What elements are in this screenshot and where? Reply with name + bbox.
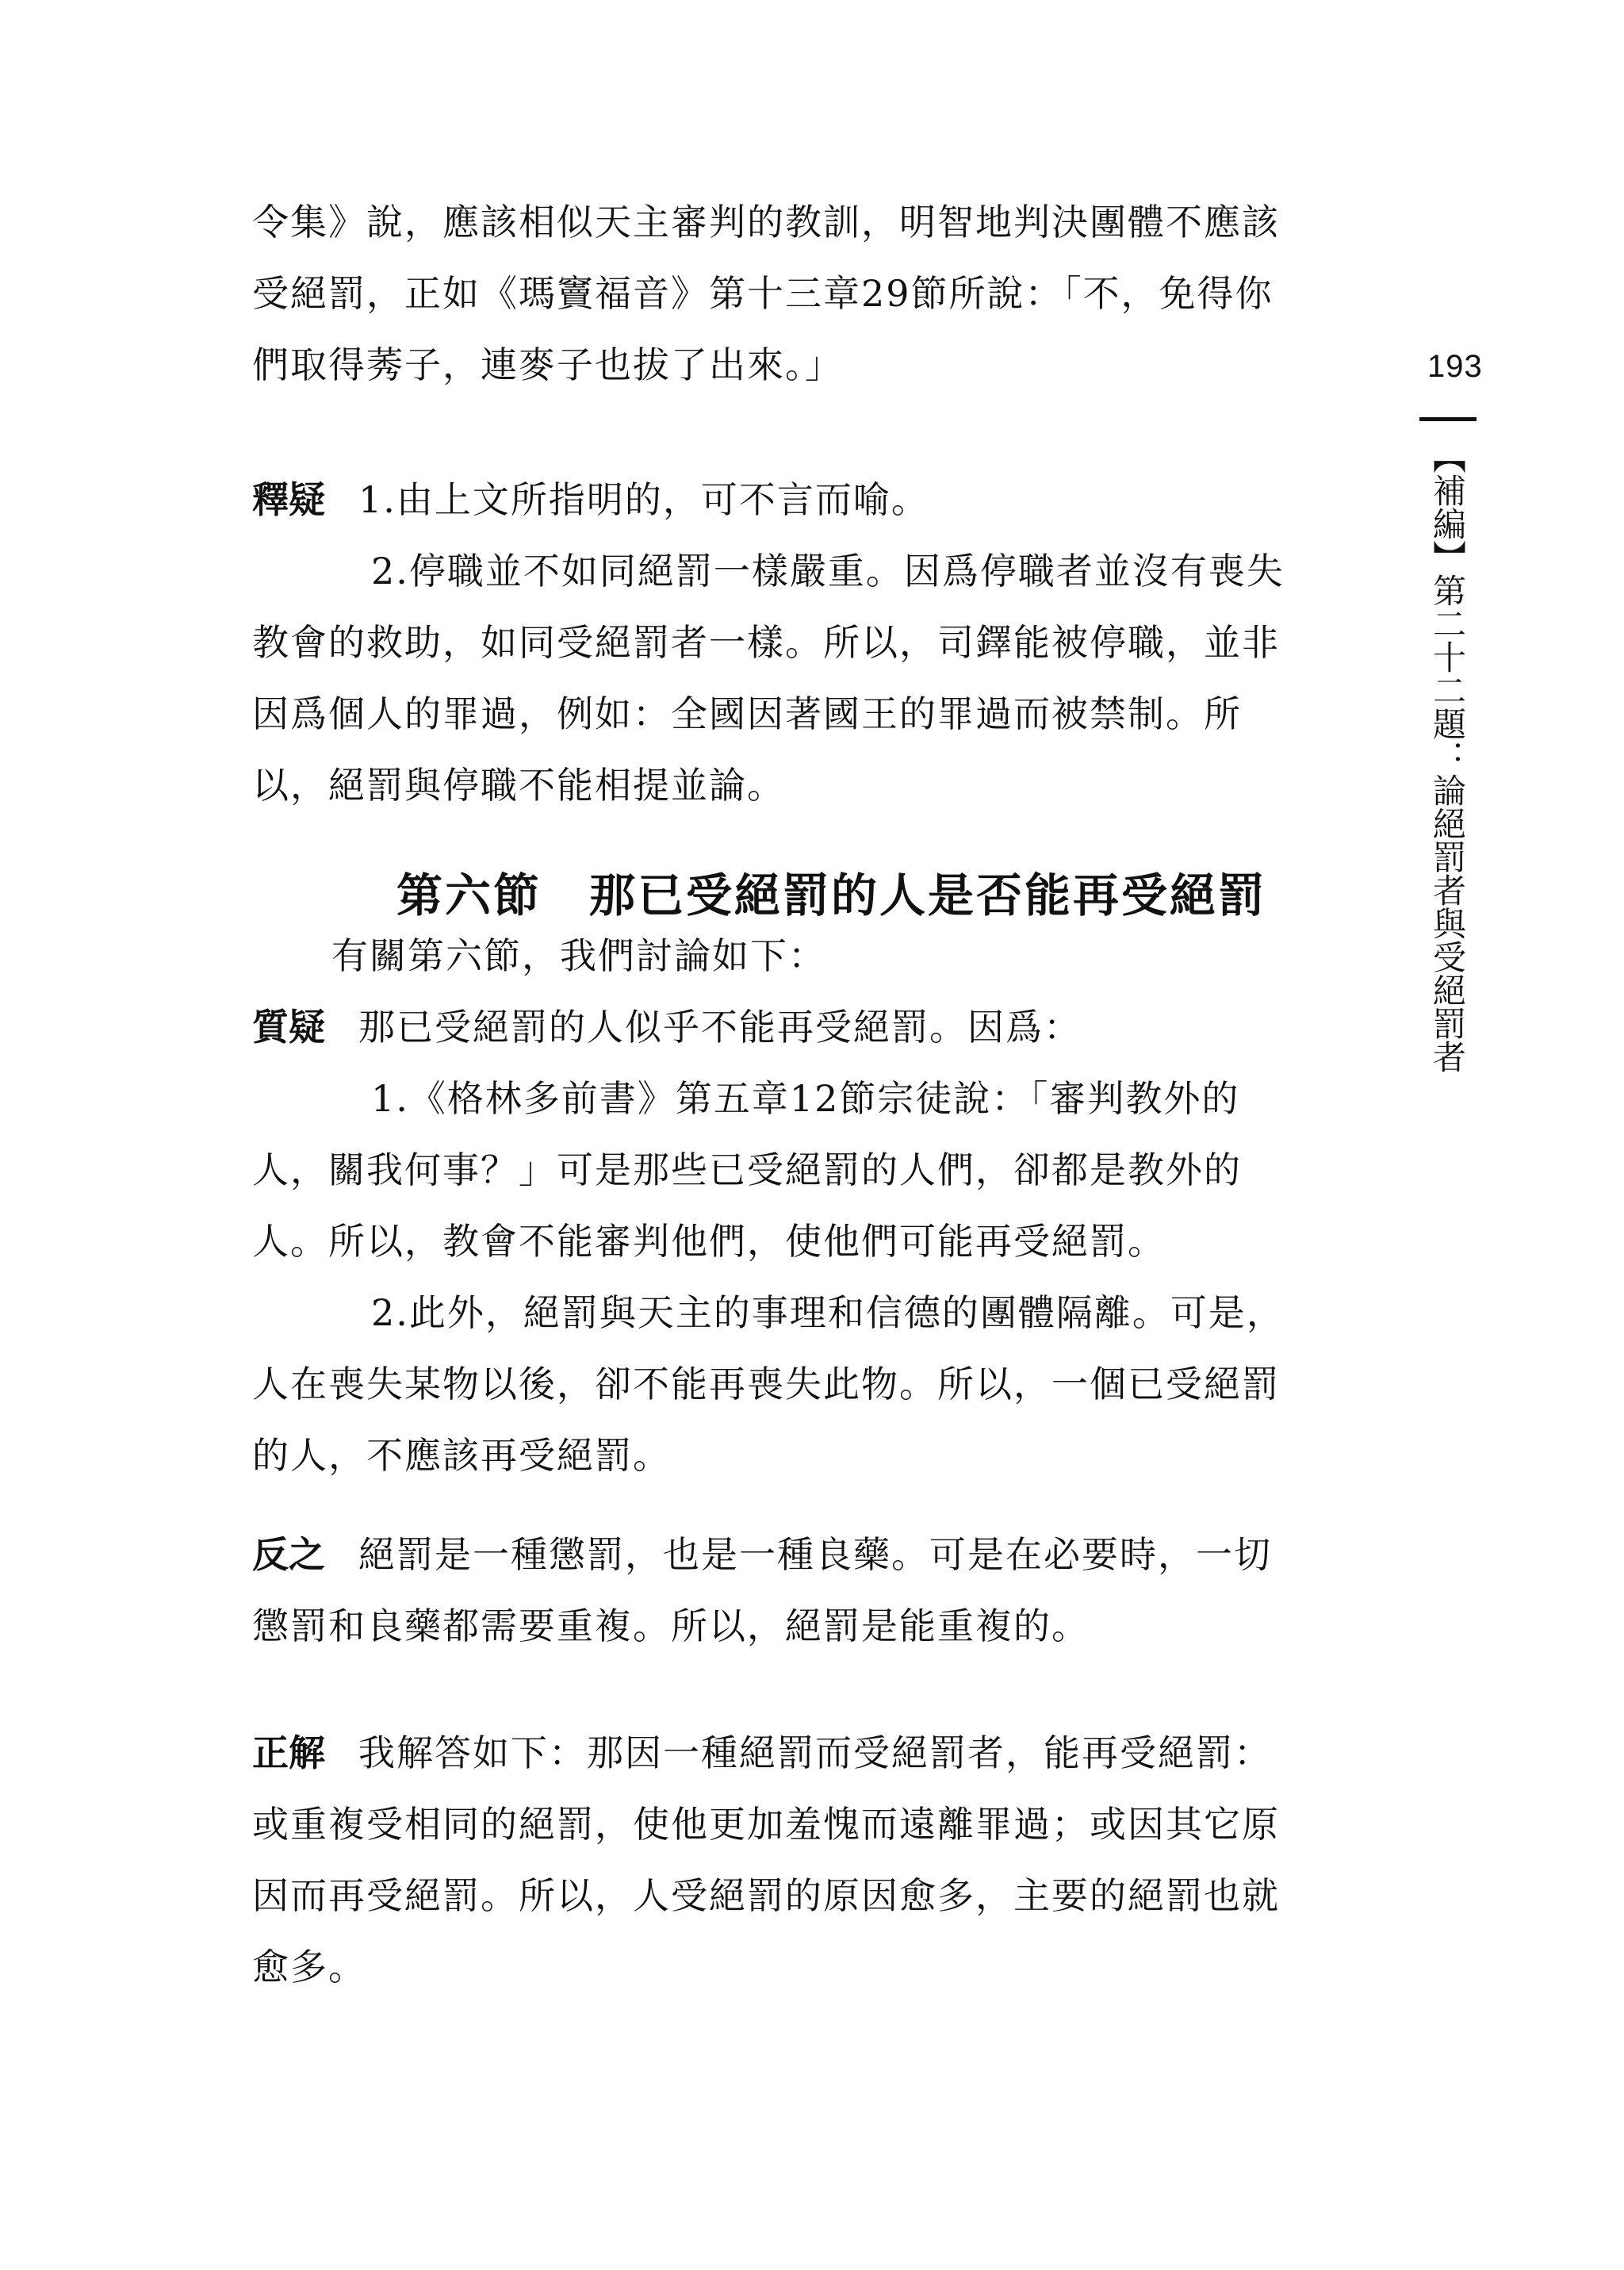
section-intro: 有關第六節，我們討論如下： xyxy=(331,934,826,977)
paragraph-line: 受絕罰，正如《瑪竇福音》第十三章29節所說：「不，免得你 xyxy=(252,272,1274,315)
section-title: 那已受絕罰的人是否能再受絕罰 xyxy=(589,869,1267,922)
clarification-point-2-line: 以，絕罰與停職不能相提並論。 xyxy=(252,764,785,807)
running-head-rule xyxy=(1419,417,1477,421)
objection-point-2-line: 人在喪失某物以後，卻不能再喪失此物。所以，一個已受絕罰 xyxy=(252,1363,1280,1405)
clarification-section xyxy=(252,464,1378,821)
clarification-point-1-line xyxy=(252,464,1378,535)
objection-point-1-line: 1.《格林多前書》第五章12節宗徒說：「審判教外的 xyxy=(371,1077,1240,1120)
on-the-contrary-section xyxy=(252,1519,1378,1662)
top-paragraph xyxy=(252,186,1378,401)
clarification-point-2-line: 因爲個人的罪過，例如：全國因著國王的罪過而被禁制。所 xyxy=(252,692,1242,735)
running-head: 【補編】第二十二題：論絕罰者與受絕罰者 xyxy=(1428,440,1467,1073)
answer-label: 正解 xyxy=(252,1731,325,1774)
contrary-line xyxy=(252,1519,1378,1590)
objection-point-1-line: 人。所以，教會不能審判他們，使他們可能再受絕罰。 xyxy=(252,1220,1166,1263)
objection-point-1-line: 人，關我何事？」可是那些已受絕罰的人們，卻都是教外的 xyxy=(252,1148,1242,1191)
contrary-text: 絕罰是一種懲罰，也是一種良藥。可是在必要時，一切 xyxy=(358,1533,1272,1576)
answer-line: 愈多。 xyxy=(252,1946,366,1988)
answer-section xyxy=(252,1717,1378,2003)
answer-line: 因而再受絕罰。所以，人受絕罰的原因愈多，主要的絕罰也就 xyxy=(252,1874,1280,1917)
objection-point-2-line: 的人，不應該再受絕罰。 xyxy=(252,1434,671,1477)
paragraph-line: 令集》說，應該相似天主審判的教訓，明智地判決團體不應該 xyxy=(252,201,1280,243)
objection-section xyxy=(252,920,1378,1491)
clarification-label: 釋疑 xyxy=(252,478,325,521)
objection-statement: 那已受絕罰的人似乎不能再受絕罰。因爲： xyxy=(358,1006,1082,1049)
clarification-point-2-line: 2.停職並不如同絕罰一樣嚴重。因爲停職者並沒有喪失 xyxy=(371,550,1285,592)
clarification-point-1: 1.由上文所指明的，可不言而喻。 xyxy=(358,478,929,521)
paragraph-line: 們取得莠子，連麥子也拔了出來。」 xyxy=(252,343,843,386)
objection-label: 質疑 xyxy=(252,1006,325,1049)
objection-statement-line xyxy=(252,991,1378,1063)
answer-line: 或重複受相同的絕罰，使他更加羞愧而遠離罪過；或因其它原 xyxy=(252,1803,1280,1846)
answer-line xyxy=(252,1717,1378,1789)
contrary-line: 懲罰和良藥都需要重複。所以，絕罰是能重複的。 xyxy=(252,1605,1090,1647)
page-number: 193 xyxy=(1427,349,1483,384)
clarification-point-2-line: 教會的救助，如同受絕罰者一樣。所以，司鐸能被停職，並非 xyxy=(252,621,1280,664)
objection-point-2-line: 2.此外，絕罰與天主的事理和信德的團體隔離。可是， xyxy=(371,1291,1285,1334)
contrary-label: 反之 xyxy=(252,1533,325,1576)
answer-text: 我解答如下：那因一種絕罰而受絕罰者，能再受絕罰： xyxy=(358,1731,1272,1774)
section-heading xyxy=(396,858,1266,925)
section-number: 第六節 xyxy=(396,869,542,922)
